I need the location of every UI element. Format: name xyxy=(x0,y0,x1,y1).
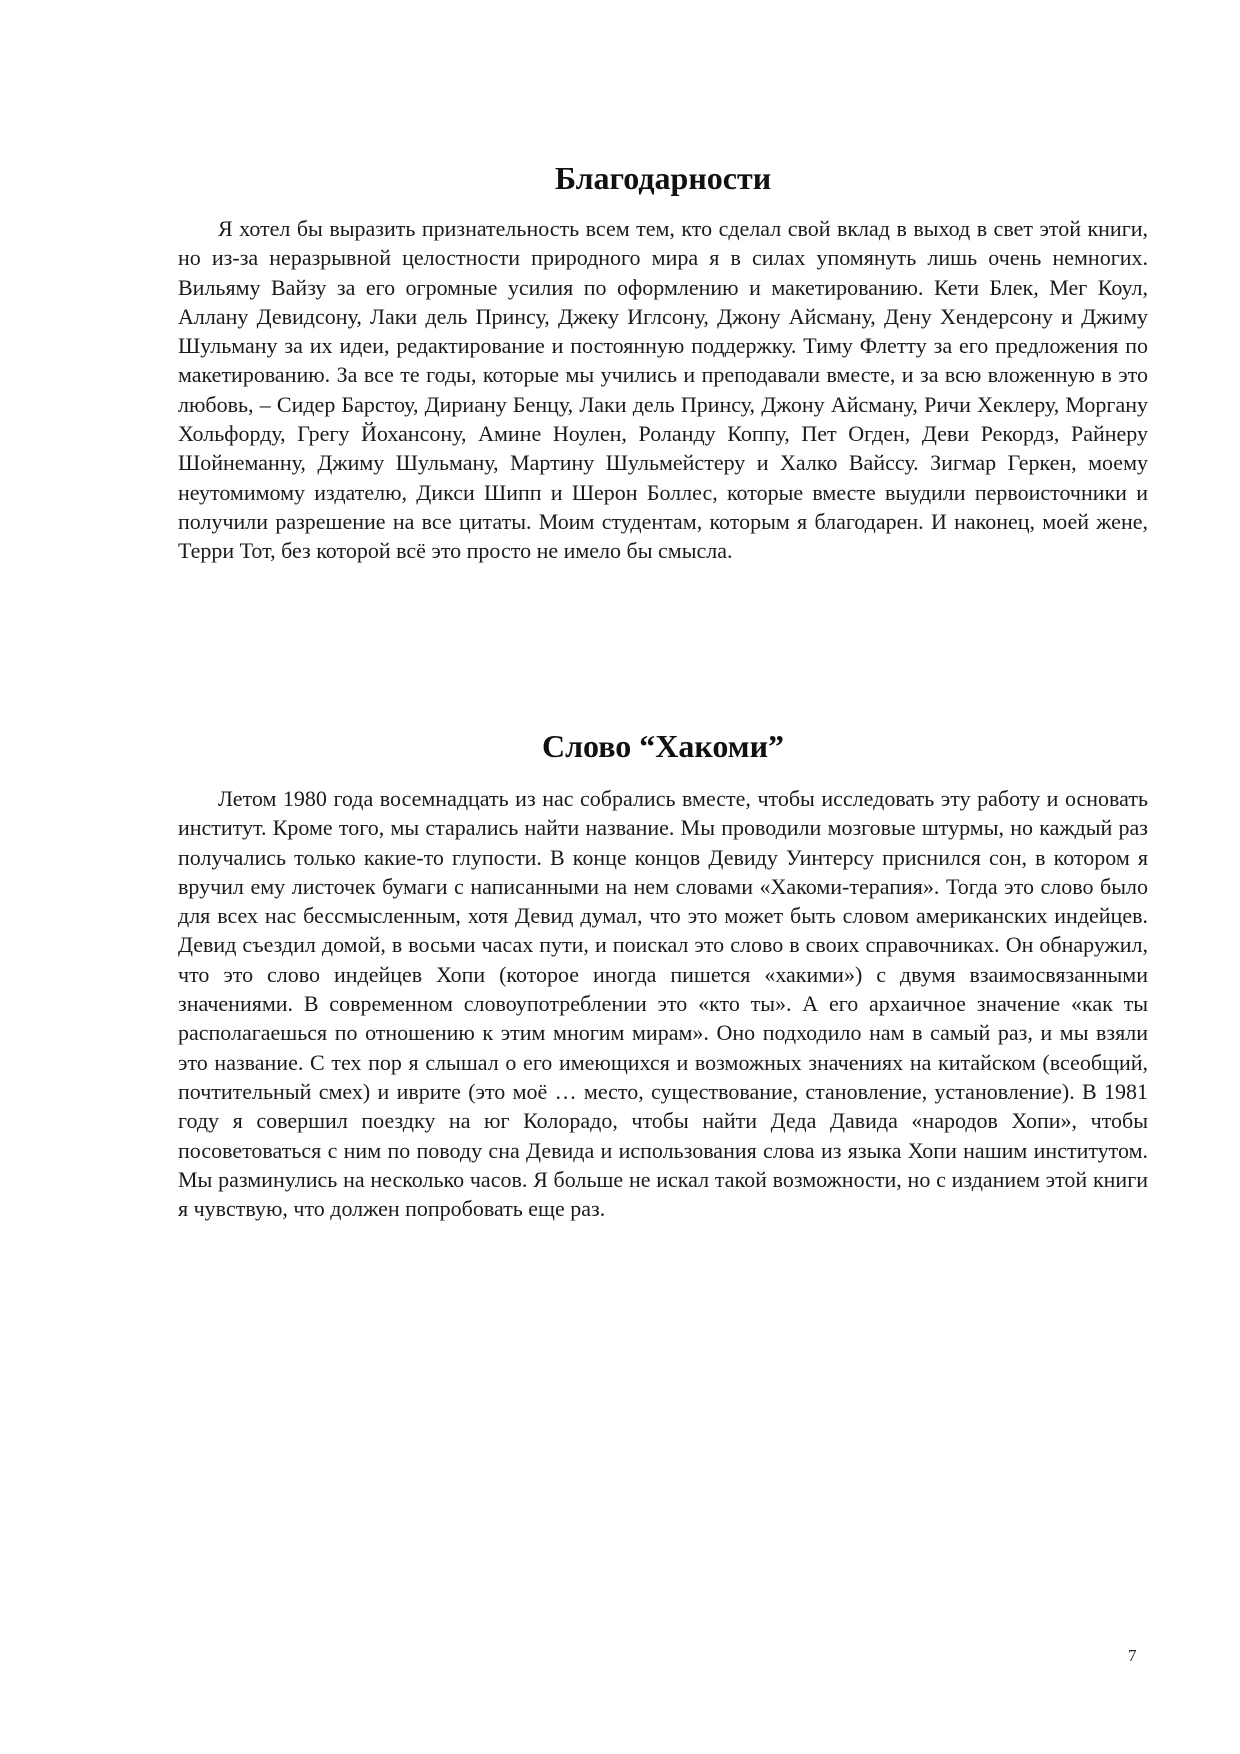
section-title-acknowledgements: Благодарности xyxy=(554,160,772,196)
page-number: 7 xyxy=(1128,1646,1137,1665)
hakomi-word-paragraph: Летом 1980 года восемнадцать из нас собрались вместе, чтобы исследовать эту работу и основать институт. Кроме того, мы старались найти название. Мы проводили мозговые штурмы, но каждый раз получались только какие-то глупости. В конце концов Девиду Уинтерсу приснился сон, в котором я вручил ему листочек бумаги с написанными на нем словами «Хакоми-терапия». Тогда это слово было для всех нас бессмысленным, хотя Девид думал, что это может быть словом американских индейцев. Девид съездил домой, в восьми часах пути, и поискал это слово в своих справочниках. Он обнаружил, что это слово индейцев Хопи (которое иногда пишется «хакими») с двумя взаимосвязанными значениями. В современном словоупотреблении это «кто ты». А его архаичное значение «как ты располагаешься по отношению к этим многим мирам». Оно подходило нам в самый раз, и мы взяли это название. С тех пор я слышал о его имеющихся и возможных значениях на китайском (всеобщий, почтительный смех) и иврите (это моё … место, существование, становление, установление). В 1981 году я совершил поездку на юг Колорадо, чтобы найти Деда Давида «народов Хопи», чтобы посоветоваться с ним по поводу сна Девида и использования слова из языка Хопи нашим институтом. Мы разминулись на несколько часов. Я больше не искал такой возможности, но с изданием этой книги я чувствую, что должен попробовать еще раз. xyxy=(178,786,1148,1222)
acknowledgements-paragraph: Я хотел бы выразить признательность всем тем, кто сделал свой вклад в выход в свет этой книги, но из-за неразрывной целостности природного мира я в силах упомянуть лишь очень немногих. Вильяму Вайзу за его огромные усилия по оформлению и макетированию. Кети Блек, Мег Коул, Аллану Девидсону, Лаки дель Принсу, Джеку Иглсону, Джону Айсману, Дену Хендерсону и Джиму Шульману за их идеи, редактирование и постоянную поддержку. Тиму Флетту за его предложения по макетированию. За все те годы, которые мы учились и преподавали вместе, и за всю вложенную в это любовь, – Сидер Барстоу, Дириану Бенцу, Лаки дель Принсу, Джону Айсману, Ричи Хеклеру, Моргану Хольфорду, Грегу Йохансону, Амине Ноулен, Роланду Коппу, Пет Огден, Деви Рекордз, Райнеру Шойнеманну, Джиму Шульману, Мартину Шульмейстеру и Халко Вайссу. Зигмар Геркен, моему неутомимому издателю, Дикси Шипп и Шерон Боллес, которые вместе выудили первоисточники и получили разрешение на все цитаты. Моим студентам, которым я благодарен. И наконец, моей жене, Терри Тот, без которой всё это просто не имело бы смысла. xyxy=(178,216,1148,564)
section-title-hakomi-word: Слово “Хакоми” xyxy=(541,728,785,764)
